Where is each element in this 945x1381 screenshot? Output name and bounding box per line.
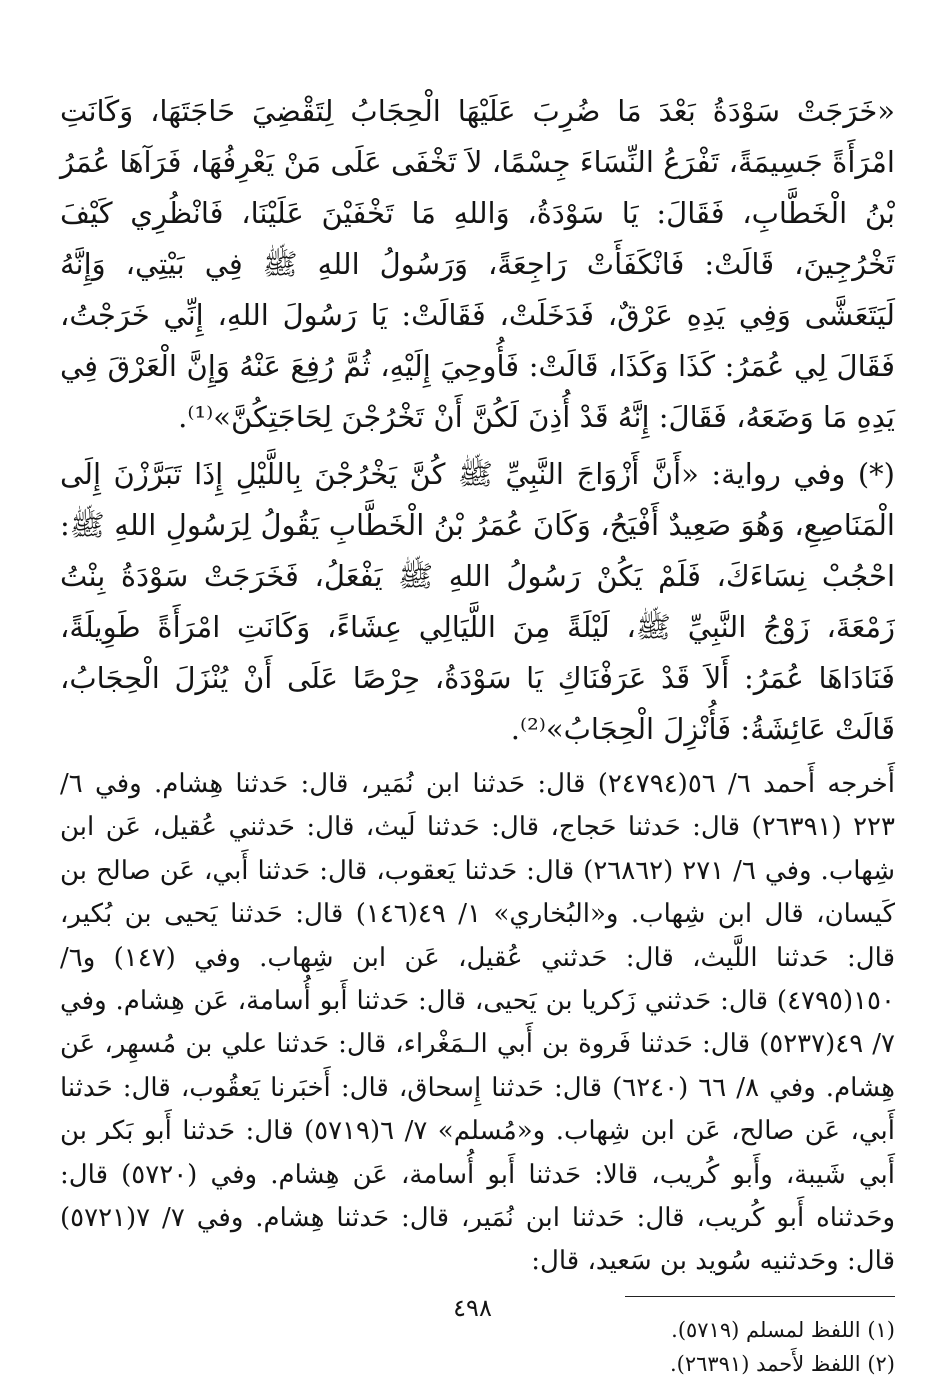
footnotes: [60, 1313, 895, 1381]
footnote-1: (١) اللفظ لمسلم (٥٧١٩).: [671, 1317, 895, 1342]
hadith-text-variant: (*) وفي رواية: «أَنَّ أَزْوَاجَ النَّبِيِّ ﷺ كُنَّ يَخْرُجْنَ بِاللَّيْلِ إِذَا تَبَرَّزْنَ إِلَى الْمَنَاصِعِ، وَهُوَ صَعِيدٌ أَفْيَحُ، وَكَانَ عُمَرُ بْنُ الْخَطَّابِ يَقُولُ لِرَسُولِ اللهِ ﷺ: احْجُبْ نِسَاءَكَ، فَلَمْ يَكُنْ رَسُولُ اللهِ ﷺ يَفْعَلُ، فَخَرَجَتْ سَوْدَةُ بِنْتُ زَمْعَةَ، زَوْجُ النَّبِيِّ ﷺ، لَيْلَةً مِنَ اللَّيَالِي عِشَاءً، وَكَانَتِ امْرَأَةً طَوِيلَةً، فَنَادَاهَا عُمَرُ: أَلاَ قَدْ عَرَفْنَاكِ يَا سَوْدَةُ، حِرْصًا عَلَى أَنْ يُنْزَلَ الْحِجَابُ، قَالَتْ عَائِشَةُ: فَأُنْزِلَ الْحِجَابُ»⁽²⁾.: [60, 457, 895, 746]
page-content: [60, 86, 896, 1376]
page-number: ٤٩٨: [453, 1294, 492, 1322]
footnote-2: (٢) اللفظ لأَحمد (٢٦٣٩١).: [669, 1351, 895, 1376]
hadith-text-main: «خَرَجَتْ سَوْدَةُ بَعْدَ مَا ضُرِبَ عَلَيْهَا الْحِجَابُ لِتَقْضِيَ حَاجَتَهَا، وَكَانَتِ امْرَأَةً جَسِيمَةً، تَفْرَعُ النِّسَاءَ جِسْمًا، لاَ تَخْفَى عَلَى مَنْ يَعْرِفُهَا، فَرَآهَا عُمَرُ بْنُ الْخَطَّابِ، فَقَالَ: يَا سَوْدَةُ، وَاللهِ مَا تَخْفَيْنَ عَلَيْنَا، فَانْظُرِي كَيْفَ تَخْرُجِينَ، قَالَتْ: فَانْكَفَأَتْ رَاجِعَةً، وَرَسُولُ اللهِ ﷺ فِي بَيْتِي، وَإِنَّهُ لَيَتَعَشَّى وَفِي يَدِهِ عَرْقٌ، فَدَخَلَتْ، فَقَالَتْ: يَا رَسُولَ اللهِ، إِنِّي خَرَجْتُ، فَقَالَ لِي عُمَرُ: كَذَا وَكَذَا، قَالَتْ: فَأُوحِيَ إِلَيْهِ، ثُمَّ رُفِعَ عَنْهُ وَإِنَّ الْعَرْقَ فِي يَدِهِ مَا وَضَعَهُ، فَقَالَ: إِنَّهُ قَدْ أُذِنَ لَكُنَّ أَنْ تَخْرُجْنَ لِحَاجَتِكُنَّ»⁽¹⁾.: [60, 94, 896, 434]
takhrij-paragraph: أَخرجه أَحمد ٦/ ٥٦(٢٤٧٩٤) قال: حَدثنا ابن نُمَير، قال: حَدثنا هِشام. وفي ٦/ ٢٢٣ (٢٦٣٩١) قال: حَدثنا حَجاج، قال: حَدثنا لَيث، قال: حَدثني عُقيل، عَن ابن شِهاب. وفي ٦/ ٢٧١ (٢٦٨٦٢) قال: حَدثنا يَعقوب، قال: حَدثنا أَبي، عَن صالح بن كَيسان، قال ابن شِهاب. و«البُخاري» ١/ ٤٩(١٤٦) قال: حَدثنا يَحيى بن بُكير، قال: حَدثنا اللَّيث، قال: حَدثني عُقيل، عَن ابن شِهاب. وفي (١٤٧) و٦/ ١٥٠(٤٧٩٥) قال: حَدثني زَكريا بن يَحيى، قال: حَدثنا أَبو أُسامة، عَن هِشام. وفي ٧/ ٤٩(٥٢٣٧) قال: حَدثنا فَروة بن أَبي الـمَغْراء، قال: حَدثنا علي بن مُسهِر، عَن هِشام. وفي ٨/ ٦٦ (٦٢٤٠) قال: حَدثنا إِسحاق، قال: أَخبَرنا يَعقُوب، قال: حَدثنا أَبي، عَن صالح، عَن ابن شِهاب. و«مُسلم» ٧/ ٦(٥٧١٩) قال: حَدثنا أَبو بَكر بن أَبي شَيبة، وأَبو كُريب، قالا: حَدثنا أَبو أُسامة، عَن هِشام. وفي (٥٧٢٠) قال: وحَدثناه أَبو كُريب، قال: حَدثنا ابن نُمَير، قال: حَدثنا هِشام. وفي ٧/ ٧(٥٧٢١) قال: وحَدثنيه سُويد بن سَعيد، قال:: [60, 769, 896, 1277]
